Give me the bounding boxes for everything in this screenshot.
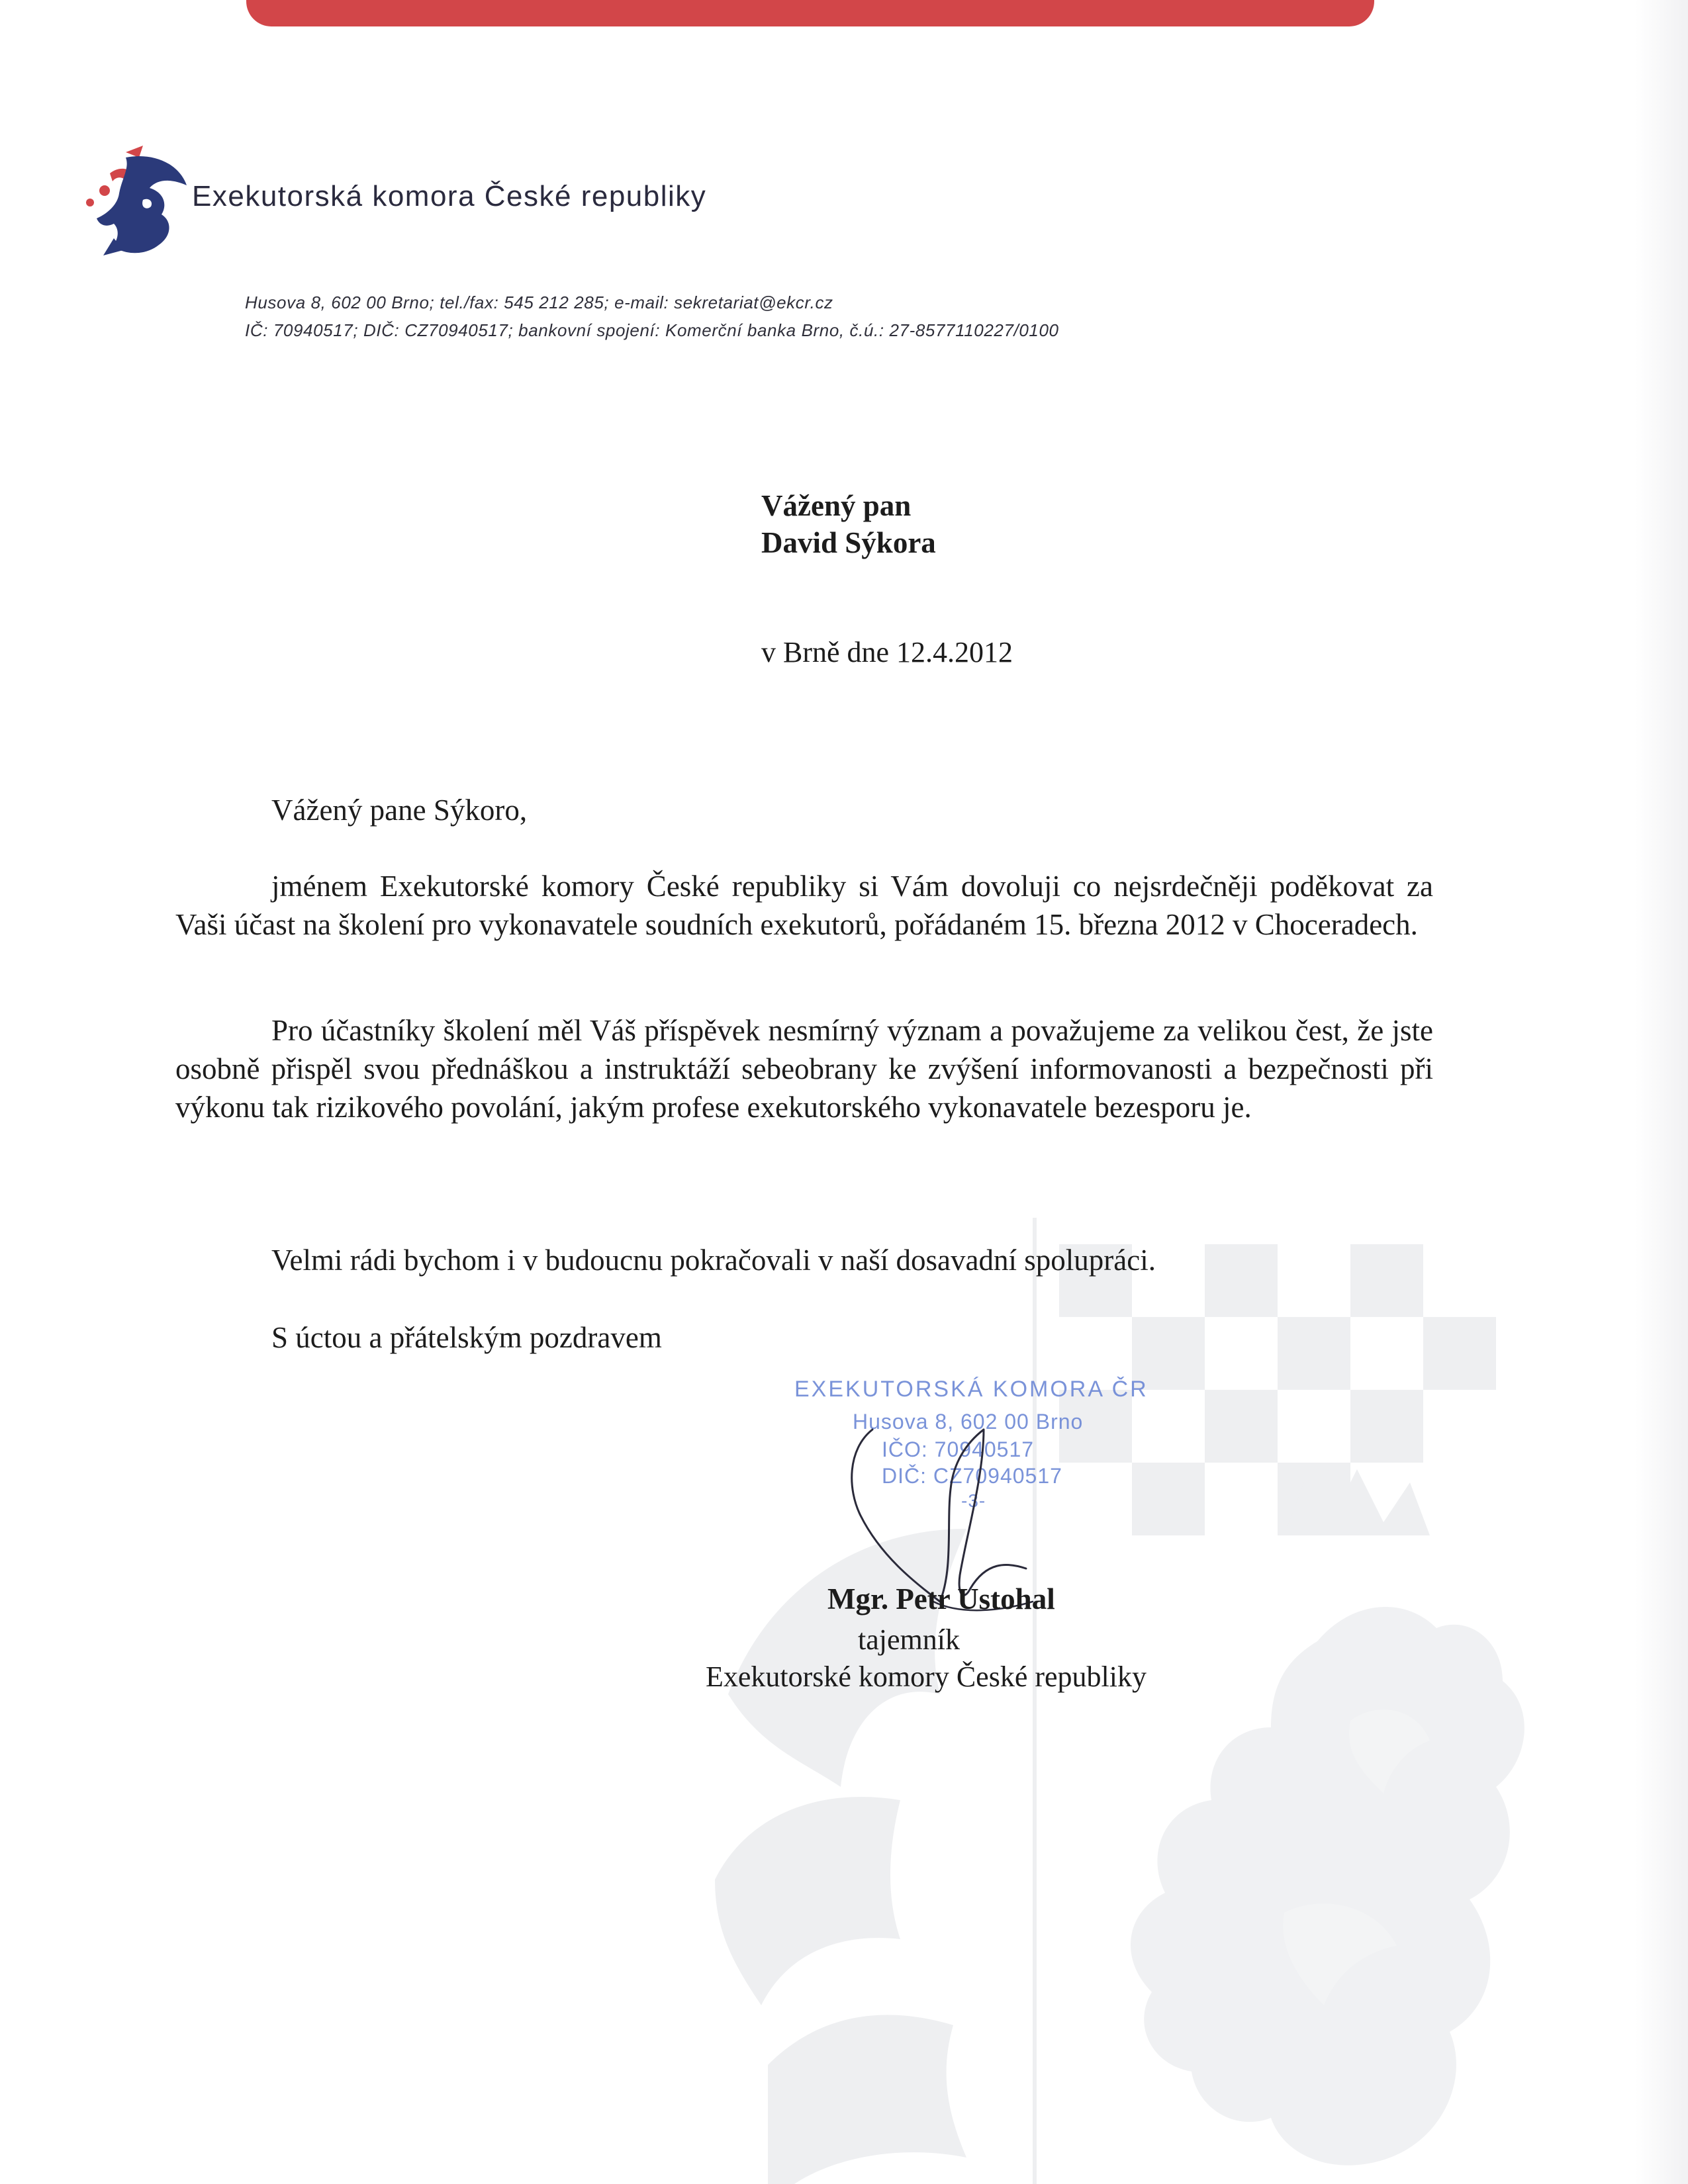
stamp-number: -3-: [961, 1490, 986, 1511]
addressee-block: [761, 487, 936, 561]
body-paragraph-1: [175, 867, 1433, 944]
body-paragraph-2: [175, 1011, 1433, 1126]
addressee-greeting: Vážený pan: [761, 489, 912, 522]
salutation: Vážený pane Sýkoro,: [271, 794, 528, 827]
chamber-logo: [79, 139, 192, 265]
body-paragraph-1-text: jménem Exekutorské komory České republiky si Vám dovoluji co nejsrdečněji poděkovat za Vaši účast na školení pro vykonavatele soudních exekutorů, pořádaném 15. března 2012 v Choceradech.: [175, 870, 1433, 941]
lion-shape: [1131, 1607, 1524, 2165]
letterhead-red-band: [246, 0, 1374, 26]
addressee-name: David Sýkora: [761, 526, 936, 559]
signer-title: tajemník: [858, 1623, 960, 1656]
stamp-address: Husova 8, 602 00 Brno: [853, 1410, 1084, 1433]
signer-organization: Exekutorské komory České republiky: [706, 1661, 1147, 1693]
letter-date: v Brně dne 12.4.2012: [761, 636, 1013, 668]
coat-of-arms-watermark: [688, 1218, 1635, 2184]
stamp-dic: DIČ: CZ70940517: [882, 1464, 1062, 1488]
stamp-org-name: EXEKUTORSKÁ KOMORA ČR: [794, 1377, 1149, 1402]
body-paragraph-2-text: Pro účastníky školení měl Váš příspěvek nesmírný význam a považujeme za velikou čest, že jste osobně přispěl svou přednáškou a instruktáží sebeobrany ke zvýšení informovanosti a bezpečnosti při výkonu tak rizikového povolání, jakým profese exekutorského vykonavatele bezesporu je.: [175, 1014, 1433, 1124]
closing-sentence: Velmi rádi bychom i v budoucnu pokračovali v naší dosavadní spolupráci.: [271, 1244, 1156, 1277]
contact-bank-line: IČ: 70940517; DIČ: CZ70940517; bankovní spojení: Komerční banka Brno, č.ú.: 27-8577110227/0100: [245, 320, 1059, 340]
organization-name: Exekutorská komora České republiky: [192, 180, 707, 212]
scan-edge-shadow: [1635, 0, 1688, 2184]
signer-name: Mgr. Petr Ustohal: [827, 1582, 1055, 1615]
contact-address-line: Husova 8, 602 00 Brno; tel./fax: 545 212 285; e-mail: sekretariat@ekcr.cz: [245, 293, 833, 312]
closing-regards: S úctou a přátelským pozdravem: [271, 1321, 662, 1354]
stamp-ico: IČO: 70940517: [882, 1437, 1035, 1461]
